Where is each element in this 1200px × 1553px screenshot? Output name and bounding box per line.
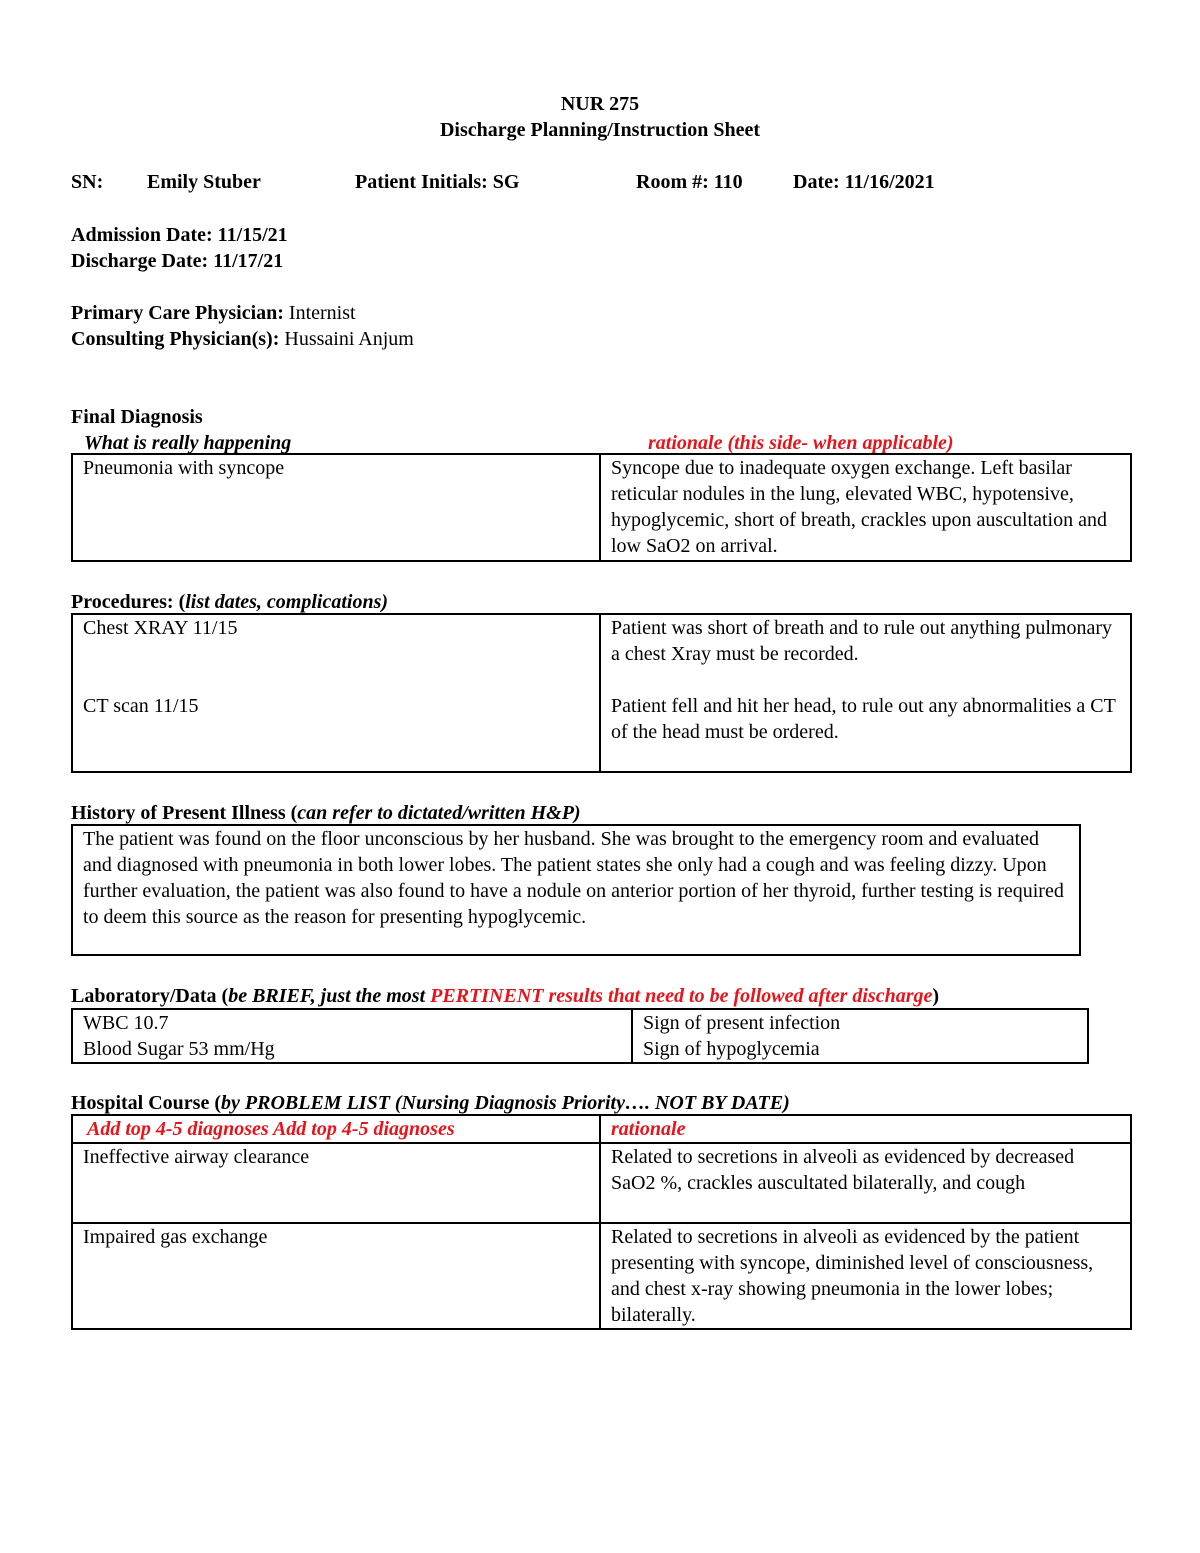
room-value: 110 xyxy=(713,171,743,193)
page-title: Discharge Planning/Instruction Sheet xyxy=(439,119,761,141)
nursing-diagnosis: Impaired gas exchange xyxy=(83,1226,268,1248)
hospital-course-heading-note: by PROBLEM LIST (Nursing Diagnosis Priority…. NOT BY DATE) xyxy=(221,1092,790,1114)
final-diagnosis-right-subheading: rationale (this side- when applicable) xyxy=(648,432,954,454)
discharge-date-value: 11/17/21 xyxy=(213,250,284,272)
final-diagnosis-table xyxy=(71,453,1132,562)
history-table xyxy=(71,824,1081,956)
final-diagnosis-left-subheading: What is really happening xyxy=(84,432,292,454)
procedures-heading-note: list dates, complications) xyxy=(185,591,389,613)
nursing-rationale: Related to secretions in alveoli as evidenced by decreased SaO2 %, crackles auscultated bilaterally, and cough xyxy=(611,1146,1075,1194)
laboratory-paren-close: ) xyxy=(932,985,940,1007)
procedures-rationale-cell xyxy=(600,614,1131,772)
hospital-course-paren: ( xyxy=(214,1092,222,1114)
course-code: NUR 275 xyxy=(560,93,640,115)
laboratory-note-part2: PERTINENT results that need to be followed after discharge xyxy=(430,985,933,1007)
patient-initials-label: Patient Initials: xyxy=(355,171,488,193)
room-label: Room #: xyxy=(636,171,709,193)
laboratory-note-part1: be BRIEF, just the most xyxy=(228,985,426,1007)
date-label: Date: xyxy=(793,171,840,193)
history-heading-note: can refer to dictated/written H&P) xyxy=(297,802,581,824)
final-diagnosis-text: Pneumonia with syncope xyxy=(83,457,285,479)
table-row xyxy=(72,1223,1131,1329)
lab-meaning: Sign of present infection xyxy=(643,1012,841,1034)
lab-meaning: Sign of hypoglycemia xyxy=(643,1038,820,1060)
history-paren: ( xyxy=(290,802,298,824)
laboratory-meanings-cell xyxy=(632,1009,1088,1063)
final-diagnosis-row xyxy=(72,454,1131,561)
pcp-label: Primary Care Physician: xyxy=(71,302,284,324)
procedures-table xyxy=(71,613,1132,773)
table-row xyxy=(72,1143,1131,1223)
sn-value: Emily Stuber xyxy=(147,171,261,193)
pcp-value: Internist xyxy=(288,302,356,324)
admission-date-label: Admission Date: xyxy=(71,224,213,246)
admission-date-value: 11/15/21 xyxy=(217,224,288,246)
consulting-physician-value: Hussaini Anjum xyxy=(284,328,414,350)
nursing-diagnosis: Ineffective airway clearance xyxy=(83,1146,310,1168)
hospital-course-col-right-label: rationale xyxy=(611,1118,686,1140)
patient-initials-value: SG xyxy=(492,171,520,193)
consulting-physician-label: Consulting Physician(s): xyxy=(71,328,280,350)
nursing-rationale-cell xyxy=(600,1223,1131,1329)
laboratory-row xyxy=(72,1009,1088,1063)
final-diagnosis-heading: Final Diagnosis xyxy=(71,406,203,428)
final-diagnosis-cell xyxy=(72,454,600,561)
laboratory-paren-open: ( xyxy=(221,985,229,1007)
laboratory-table xyxy=(71,1008,1089,1064)
nursing-diagnosis-cell xyxy=(72,1223,600,1329)
final-diagnosis-rationale: Syncope due to inadequate oxygen exchange. Left basilar reticular nodules in the lung, elevated WBC, hypotensive, hypoglycemic, short of breath, crackles upon auscultation and low SaO2 on arrival. xyxy=(611,457,1107,557)
nursing-rationale-cell xyxy=(600,1143,1131,1223)
history-cell xyxy=(72,825,1080,955)
date-value: 11/16/2021 xyxy=(844,171,935,193)
laboratory-results-cell xyxy=(72,1009,632,1063)
sn-label: SN: xyxy=(71,171,104,193)
procedures-heading: Procedures: xyxy=(71,591,174,613)
procedures-row xyxy=(72,614,1131,772)
final-diagnosis-rationale-cell xyxy=(600,454,1131,561)
hospital-course-heading: Hospital Course xyxy=(71,1092,210,1114)
hospital-course-header-row xyxy=(72,1115,1131,1143)
hospital-course-table xyxy=(71,1114,1132,1330)
history-heading: History of Present Illness xyxy=(71,802,286,824)
laboratory-heading: Laboratory/Data xyxy=(71,985,217,1007)
procedure-name: CT scan 11/15 xyxy=(83,695,199,717)
procedures-names-cell xyxy=(72,614,600,772)
procedures-paren: ( xyxy=(178,591,186,613)
nursing-diagnosis-cell xyxy=(72,1143,600,1223)
procedure-rationale: Patient fell and hit her head, to rule out any abnormalities a CT of the head must be ordered. xyxy=(611,695,1116,743)
hospital-course-col-left xyxy=(72,1115,600,1143)
procedure-rationale: Patient was short of breath and to rule out anything pulmonary a chest Xray must be recorded. xyxy=(611,617,1113,665)
lab-result: Blood Sugar 53 mm/Hg xyxy=(83,1038,275,1060)
history-text: The patient was found on the floor unconscious by her husband. She was brought to the emergency room and evaluated and diagnosed with pneumonia in both lower lobes. The patient states she only had a cough and was feeling dizzy. Upon further evaluation, the patient was also found to have a nodule on anterior portion of her thyroid, further testing is required to deem this source as the reason for presenting hypoglycemic. xyxy=(83,828,1064,928)
lab-result: WBC 10.7 xyxy=(83,1012,169,1034)
hospital-course-col-left-label: Add top 4-5 diagnoses Add top 4-5 diagnoses xyxy=(87,1118,455,1140)
hospital-course-col-right xyxy=(600,1115,1131,1143)
history-row xyxy=(72,825,1080,955)
discharge-date-label: Discharge Date: xyxy=(71,250,209,272)
nursing-rationale: Related to secretions in alveoli as evidenced by the patient presenting with syncope, diminished level of consciousness, and chest x-ray showing pneumonia in the lower lobes; bilaterally. xyxy=(611,1226,1094,1326)
procedure-name: Chest XRAY 11/15 xyxy=(83,617,238,639)
